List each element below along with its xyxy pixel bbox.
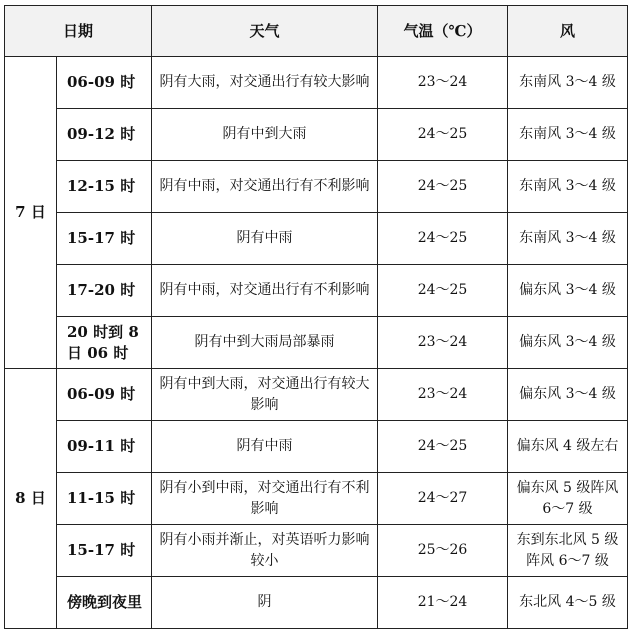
temperature-cell: 23～24	[378, 57, 508, 109]
time-cell: 傍晚到夜里	[57, 577, 152, 629]
weather-cell: 阴有中到大雨	[152, 109, 378, 161]
temperature-cell: 25～26	[378, 525, 508, 577]
header-weather: 天气	[152, 6, 378, 57]
temperature-cell: 24～27	[378, 473, 508, 525]
weather-cell: 阴有小到中雨，对交通出行有不利影响	[152, 473, 378, 525]
table-body	[5, 57, 628, 629]
time-cell: 09-11 时	[57, 421, 152, 473]
time-cell: 06-09 时	[57, 57, 152, 109]
time-cell: 17-20 时	[57, 265, 152, 317]
weather-cell: 阴有中雨	[152, 213, 378, 265]
time-cell: 12-15 时	[57, 161, 152, 213]
weather-cell: 阴有中到大雨局部暴雨	[152, 317, 378, 369]
temperature-cell: 24～25	[378, 265, 508, 317]
temperature-cell: 21～24	[378, 577, 508, 629]
table-row	[5, 525, 628, 577]
wind-cell: 东北风 4～5 级	[508, 577, 628, 629]
wind-cell: 东到东北风 5 级阵风 6～7 级	[508, 525, 628, 577]
weather-cell: 阴有中到大雨，对交通出行有较大影响	[152, 369, 378, 421]
temperature-cell: 23～24	[378, 369, 508, 421]
weather-forecast-table	[4, 5, 628, 629]
temperature-cell: 24～25	[378, 421, 508, 473]
header-row	[5, 6, 628, 57]
day-cell: 7 日	[5, 57, 57, 369]
temperature-cell: 24～25	[378, 161, 508, 213]
weather-cell: 阴	[152, 577, 378, 629]
wind-cell: 偏东风 5 级阵风 6～7 级	[508, 473, 628, 525]
table-row	[5, 109, 628, 161]
temperature-cell: 24～25	[378, 109, 508, 161]
header-date: 日期	[5, 6, 152, 57]
table-row	[5, 265, 628, 317]
header-temperature: 气温（℃）	[378, 6, 508, 57]
wind-cell: 偏东风 3～4 级	[508, 265, 628, 317]
weather-cell: 阴有小雨并渐止，对英语听力影响较小	[152, 525, 378, 577]
temperature-cell: 24～25	[378, 213, 508, 265]
table-row	[5, 473, 628, 525]
table-row	[5, 421, 628, 473]
wind-cell: 偏东风 3～4 级	[508, 317, 628, 369]
wind-cell: 东南风 3～4 级	[508, 161, 628, 213]
weather-cell: 阴有中雨，对交通出行有不利影响	[152, 161, 378, 213]
table-row	[5, 161, 628, 213]
table-row	[5, 577, 628, 629]
time-cell: 06-09 时	[57, 369, 152, 421]
wind-cell: 东南风 3～4 级	[508, 213, 628, 265]
table-row	[5, 213, 628, 265]
time-cell: 09-12 时	[57, 109, 152, 161]
table-row	[5, 369, 628, 421]
wind-cell: 偏东风 3～4 级	[508, 369, 628, 421]
time-cell: 15-17 时	[57, 525, 152, 577]
day-cell: 8 日	[5, 369, 57, 629]
table-row	[5, 57, 628, 109]
forecast-table-frame	[4, 5, 627, 624]
time-cell: 11-15 时	[57, 473, 152, 525]
wind-cell: 偏东风 4 级左右	[508, 421, 628, 473]
time-cell: 20 时到 8 日 06 时	[57, 317, 152, 369]
weather-cell: 阴有中雨	[152, 421, 378, 473]
weather-cell: 阴有大雨，对交通出行有较大影响	[152, 57, 378, 109]
wind-cell: 东南风 3～4 级	[508, 57, 628, 109]
weather-cell: 阴有中雨，对交通出行有不利影响	[152, 265, 378, 317]
header-wind: 风	[508, 6, 628, 57]
time-cell: 15-17 时	[57, 213, 152, 265]
wind-cell: 东南风 3～4 级	[508, 109, 628, 161]
table-row	[5, 317, 628, 369]
temperature-cell: 23～24	[378, 317, 508, 369]
